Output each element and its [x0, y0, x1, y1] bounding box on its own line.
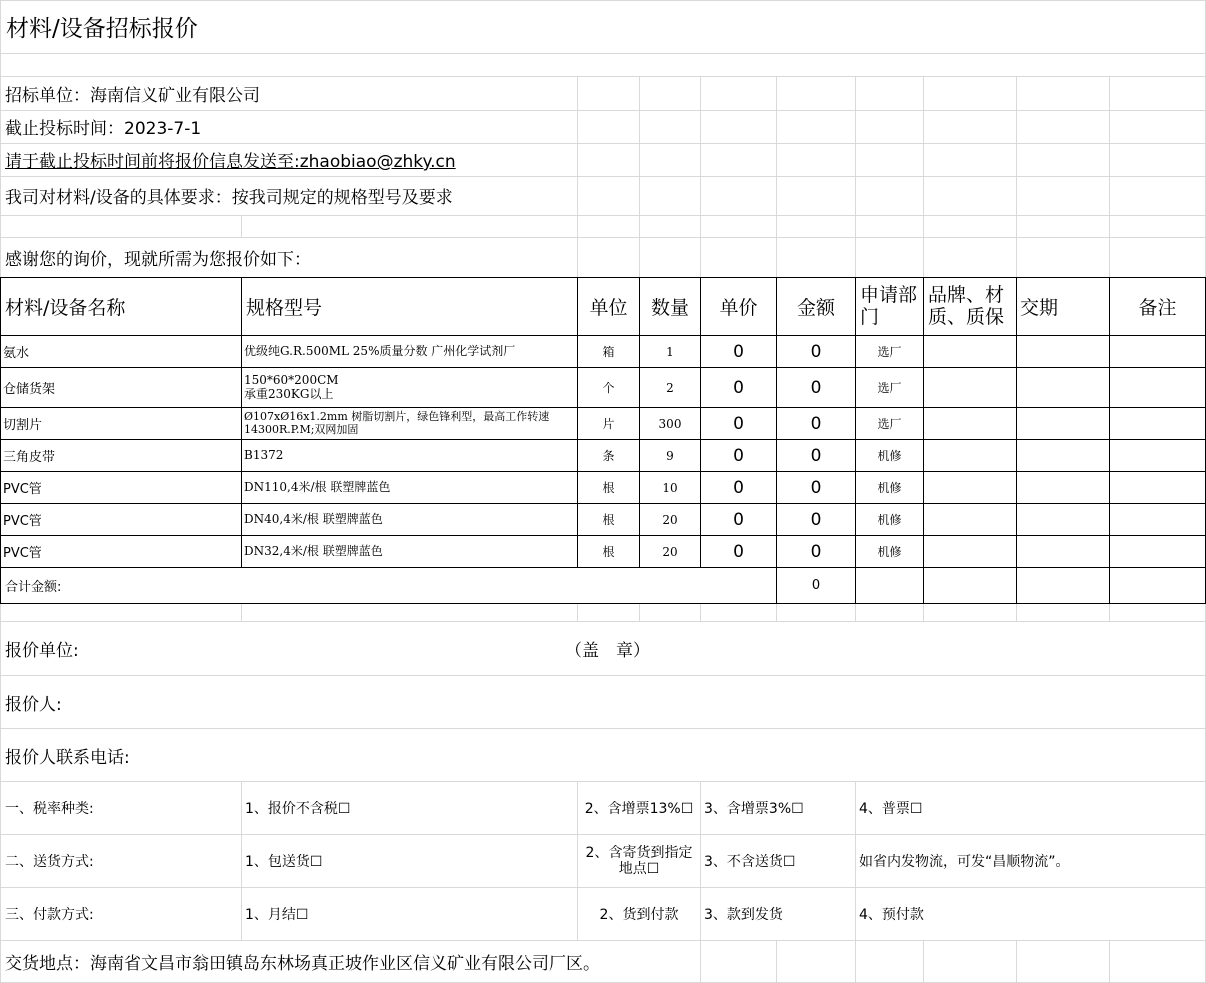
payment-option-4[interactable]: 4、预付款 [859, 907, 924, 923]
cell-amount: 0 [810, 509, 822, 530]
cell-amount: 0 [810, 541, 822, 562]
cell-qty: 9 [666, 448, 674, 463]
cell-amount: 0 [810, 413, 822, 434]
cell-amount: 0 [810, 341, 822, 362]
cell-spec: DN110,4米/根 联塑牌蓝色 [244, 479, 391, 494]
header-amount: 金额 [796, 297, 835, 319]
header-name: 材料/设备名称 [5, 297, 126, 319]
cell-amount: 0 [810, 477, 822, 498]
email-link[interactable]: 请于截止投标时间前将报价信息发送至:zhaobiao@zhky.cn [5, 152, 456, 172]
cell-unit: 根 [602, 481, 615, 495]
header-spec: 规格型号 [246, 297, 323, 319]
seal-label: （盖 章） [565, 641, 650, 661]
header-delivery: 交期 [1020, 297, 1059, 319]
total-value: 0 [811, 578, 821, 593]
cell-unit: 个 [602, 381, 615, 395]
payment-option-1[interactable]: 1、月结☐ [245, 907, 309, 923]
cell-unit: 根 [602, 545, 615, 559]
cell-qty: 2 [666, 380, 674, 395]
cell-qty: 10 [662, 480, 678, 495]
tax-option-2[interactable]: 2、含增票13%☐ [584, 801, 694, 817]
header-price: 单价 [719, 297, 758, 319]
cell-spec: 优级纯G.R.500ML 25%质量分数 广州化学试剂厂 [244, 343, 516, 358]
cell-price: 0 [733, 445, 744, 466]
cell-dept: 选厂 [877, 345, 902, 359]
header-brand: 品牌、材质、质保 [928, 283, 1005, 328]
cell-dept: 选厂 [877, 381, 902, 395]
cell-name: 三角皮带 [3, 450, 56, 465]
cell-qty: 20 [662, 512, 678, 527]
header-qty: 数量 [650, 297, 689, 319]
payment-label: 三、付款方式: [5, 907, 94, 923]
cell-spec: B1372 [244, 447, 284, 462]
tax-option-1[interactable]: 1、报价不含税☐ [245, 801, 351, 817]
shipping-option-3[interactable]: 3、不含送货☐ [704, 854, 796, 870]
page-title: 材料/设备招标报价 [6, 16, 198, 42]
requirements-note: 我司对材料/设备的具体要求：按我司规定的规格型号及要求 [5, 188, 453, 208]
cell-unit: 条 [602, 449, 615, 463]
shipping-option-2[interactable]: 2、含寄货到指定地点☐ [585, 844, 693, 877]
tax-label: 一、税率种类: [5, 801, 94, 817]
cell-unit: 片 [602, 417, 615, 431]
cell-name: 切割片 [3, 418, 43, 433]
cell-unit: 箱 [602, 345, 615, 359]
header-unit: 单位 [589, 297, 628, 319]
cell-spec: DN32,4米/根 联塑牌蓝色 [244, 543, 383, 558]
tax-option-4[interactable]: 4、普票☐ [859, 801, 923, 817]
cell-dept: 选厂 [877, 417, 902, 431]
delivery-place: 交货地点：海南省文昌市翁田镇岛东林场真正坡作业区信义矿业有限公司厂区。 [5, 954, 600, 974]
deadline: 截止投标时间：2023-7-1 [5, 119, 202, 139]
cell-price: 0 [733, 341, 744, 362]
cell-dept: 机修 [877, 513, 902, 527]
cell-spec: DN40,4米/根 联塑牌蓝色 [244, 511, 383, 526]
tax-option-3[interactable]: 3、含增票3%☐ [704, 801, 804, 817]
cell-price: 0 [733, 377, 744, 398]
cell-name: PVC管 [3, 514, 42, 529]
quoter-phone-label: 报价人联系电话: [5, 747, 130, 768]
cell-unit: 根 [602, 513, 615, 527]
cell-name: 氨水 [3, 346, 30, 361]
cell-dept: 机修 [877, 481, 902, 495]
cell-spec: Ø107xØ16x1.2mm 树脂切割片，绿色锋利型，最高工作转速14300R.P.M;双网加固 [244, 409, 550, 436]
cell-price: 0 [733, 413, 744, 434]
total-label: 合计金额: [5, 580, 62, 595]
cell-amount: 0 [810, 445, 822, 466]
cell-spec: 150*60*200CM 承重230KG以上 [244, 372, 339, 401]
header-remark: 备注 [1138, 297, 1177, 319]
cell-amount: 0 [810, 377, 822, 398]
cell-name: PVC管 [3, 482, 42, 497]
payment-option-3[interactable]: 3、款到发货 [704, 907, 783, 923]
cell-dept: 机修 [877, 449, 902, 463]
cell-qty: 20 [662, 544, 678, 559]
quoter-label: 报价人: [5, 694, 62, 715]
cell-price: 0 [733, 509, 744, 530]
cell-price: 0 [733, 477, 744, 498]
cell-name: 仓储货架 [3, 382, 56, 397]
shipping-note: 如省内发物流，可发“昌顺物流”。 [859, 854, 1070, 870]
intro-text: 感谢您的询价，现就所需为您报价如下： [5, 250, 311, 270]
cell-qty: 1 [666, 344, 674, 359]
header-dept: 申请部门 [860, 283, 918, 328]
payment-option-2[interactable]: 2、货到付款 [599, 907, 679, 923]
cell-name: PVC管 [3, 546, 42, 561]
tender-unit: 招标单位：海南信义矿业有限公司 [5, 86, 260, 106]
cell-qty: 300 [658, 416, 682, 431]
shipping-option-1[interactable]: 1、包送货☐ [245, 854, 323, 870]
quote-unit-label: 报价单位: [5, 641, 79, 661]
cell-price: 0 [733, 541, 744, 562]
shipping-label: 二、送货方式: [5, 854, 94, 870]
cell-dept: 机修 [877, 545, 902, 559]
